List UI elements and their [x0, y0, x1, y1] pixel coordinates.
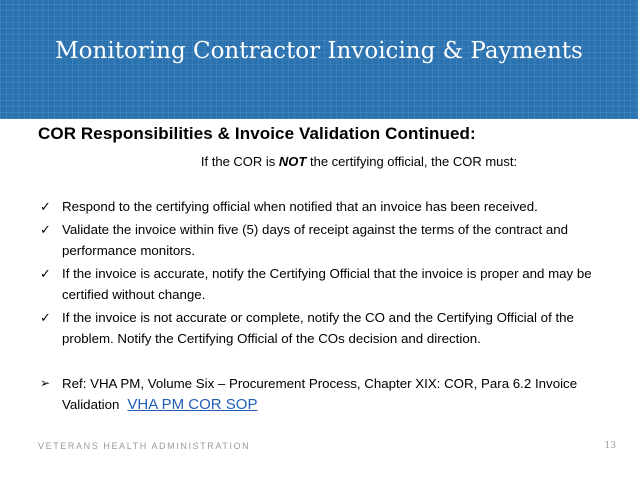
page-number: 13 — [604, 441, 616, 451]
checkmark-icon: ✓ — [40, 222, 51, 237]
bullet-text: If the invoice is not accurate or complete, notify the CO and the Certifying Official of the problem. Notify the Certifying Official of the COs decision and direction. — [62, 310, 574, 346]
responsibility-list — [40, 196, 608, 351]
bullet-text: Validate the invoice within five (5) days of receipt against the terms of the contract and performance monitors. — [62, 222, 569, 258]
intro-sentence — [0, 154, 638, 169]
list-item — [40, 196, 608, 217]
footer-organization: VETERANS HEALTH ADMINISTRATION — [38, 441, 251, 451]
checkmark-icon: ✓ — [40, 199, 51, 214]
arrow-bullet-icon: ➢ — [40, 376, 51, 390]
title-banner — [0, 0, 638, 119]
checkmark-icon: ✓ — [40, 310, 51, 325]
list-item — [40, 263, 608, 305]
checkmark-icon: ✓ — [40, 266, 51, 281]
section-subtitle: COR Responsibilities & Invoice Validation Continued: — [38, 124, 476, 143]
intro-text-after: the certifying official, the COR must: — [306, 154, 518, 169]
bullet-text: Respond to the certifying official when notified that an invoice has been received. — [62, 199, 538, 214]
bullet-text: If the invoice is accurate, notify the Certifying Official that the invoice is proper and may be certified without change. — [62, 266, 592, 302]
intro-text-before: If the COR is — [200, 154, 279, 169]
list-item — [40, 307, 608, 349]
reference-note — [40, 373, 608, 415]
list-item — [40, 219, 608, 261]
intro-emphasis: NOT — [278, 154, 307, 169]
sop-link[interactable]: VHA PM COR SOP — [127, 396, 258, 413]
reference-text: Ref: VHA PM, Volume Six – Procurement Process, Chapter XIX: COR, Para 6.2 Invoice Validation — [62, 376, 578, 412]
slide-title: Monitoring Contractor Invoicing & Payments — [55, 38, 583, 64]
